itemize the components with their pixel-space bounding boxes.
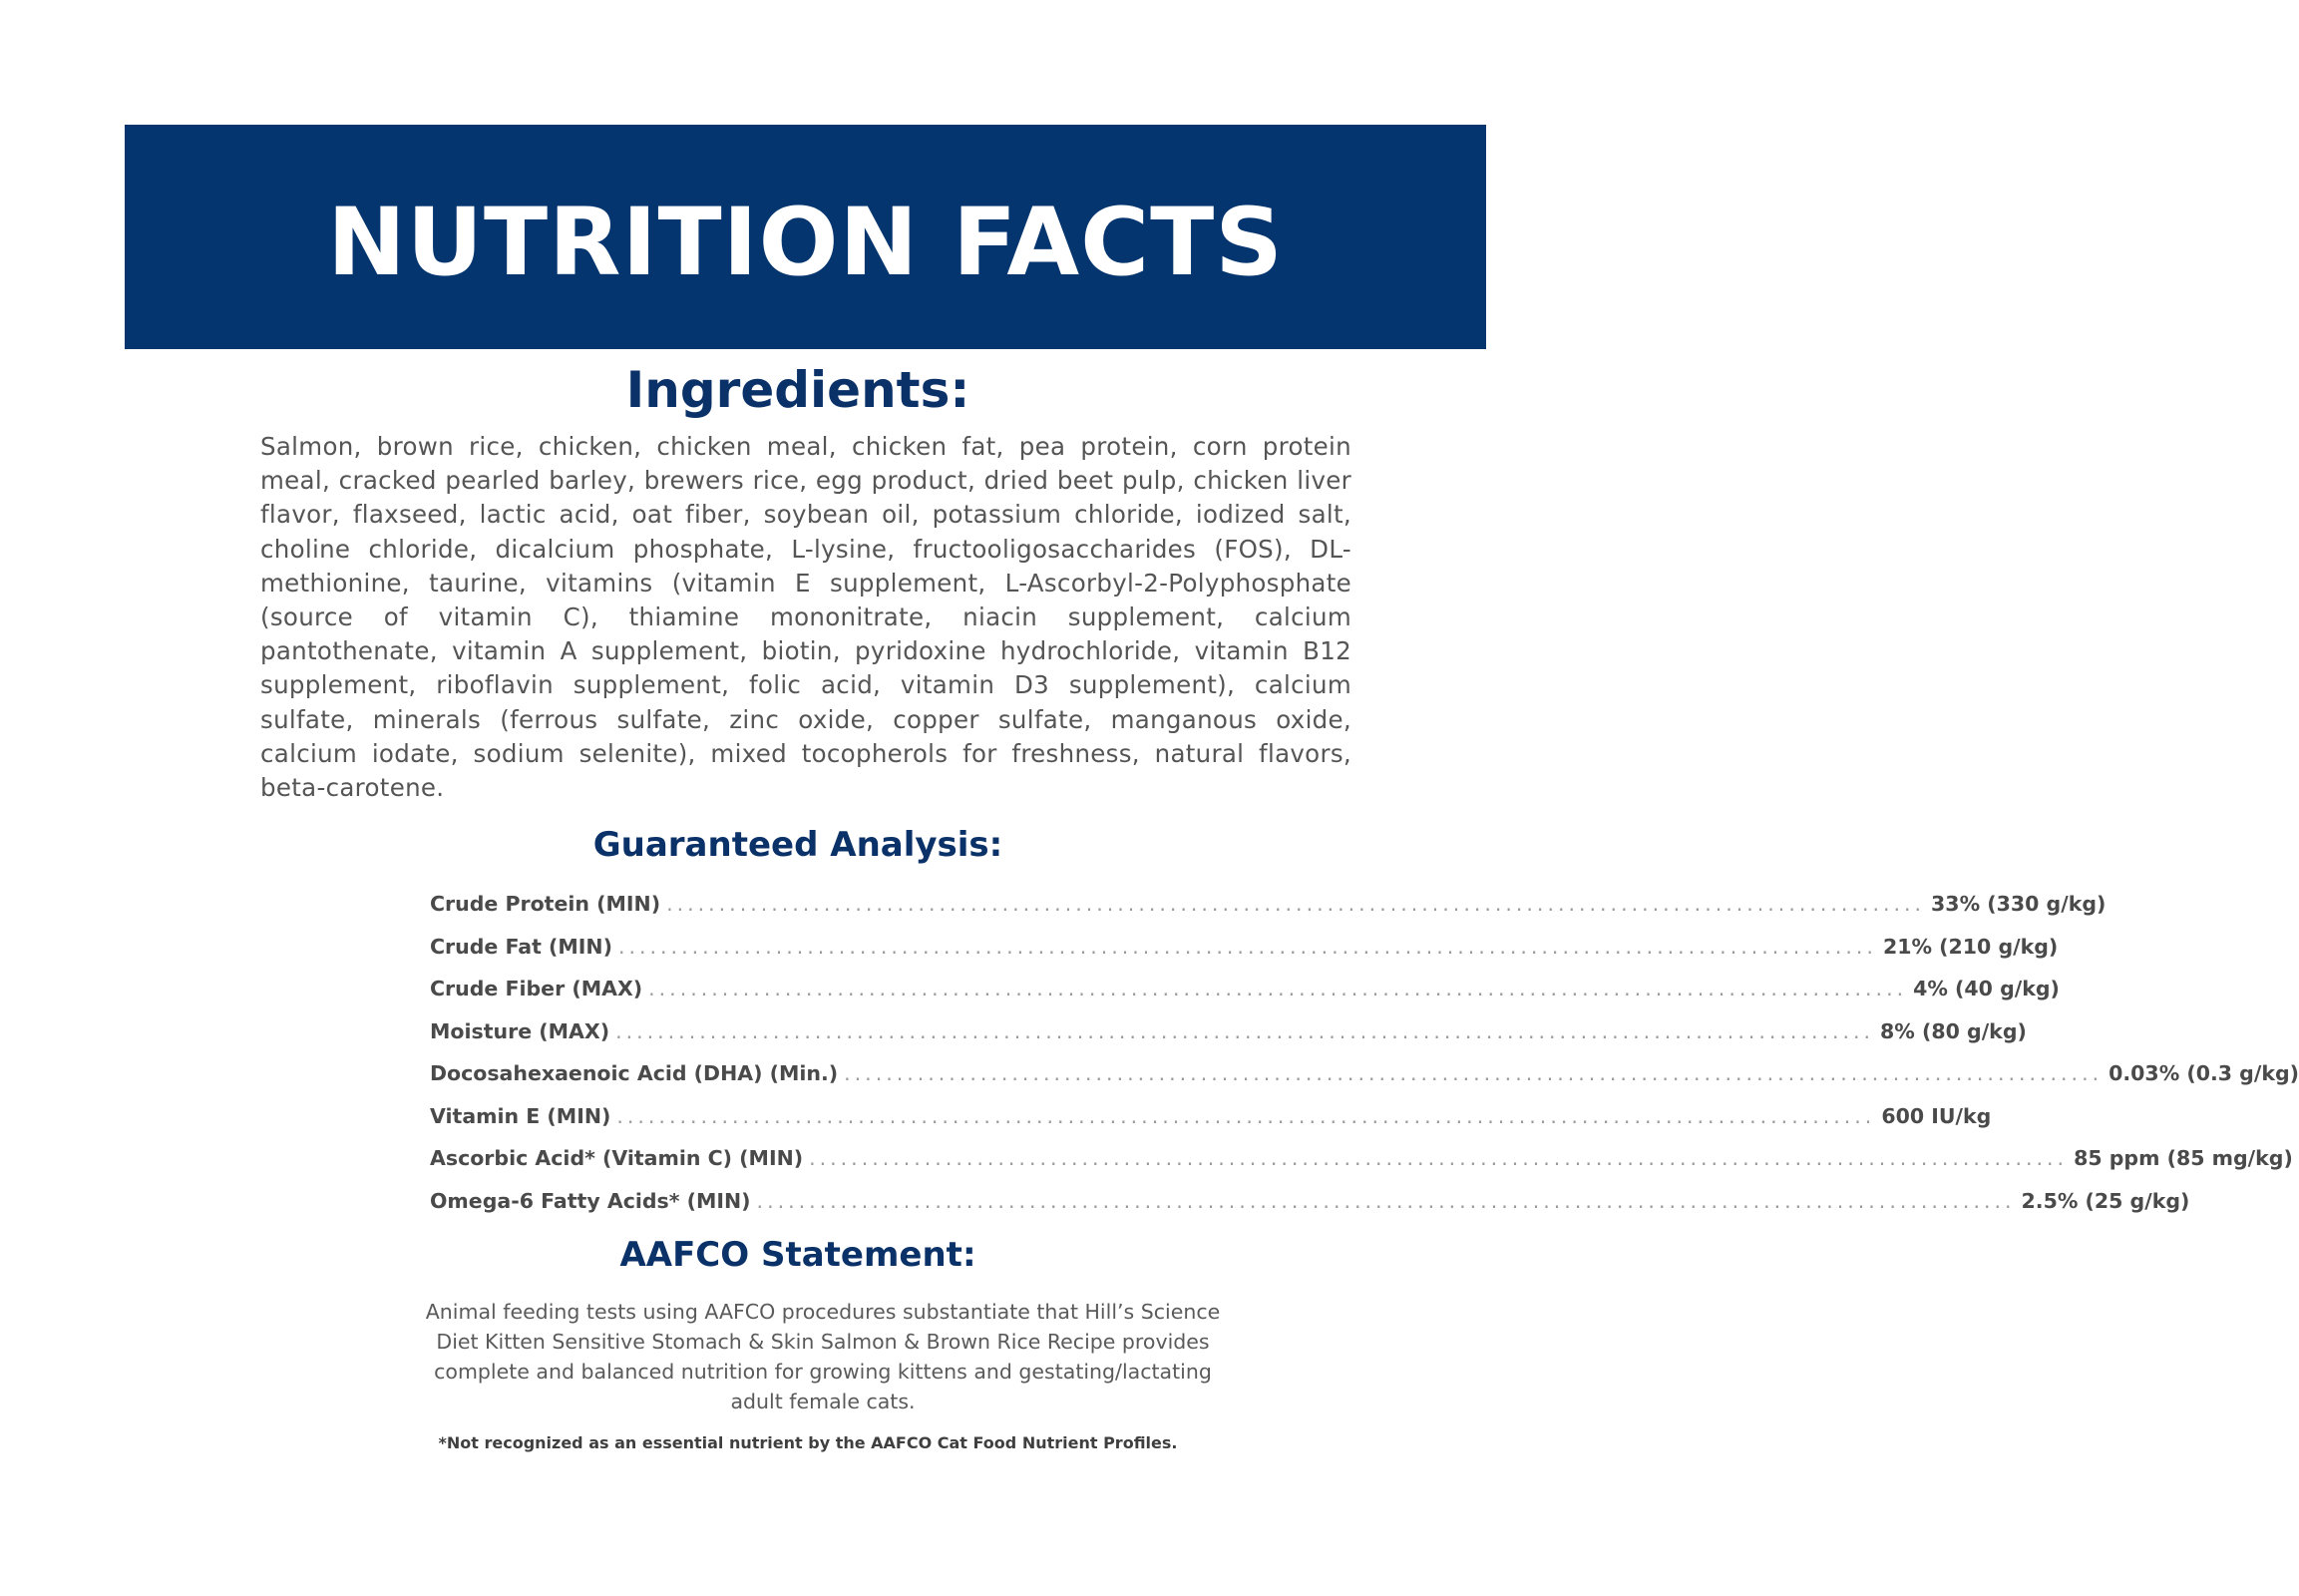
analysis-value: 0.03% (0.3 g/kg) (2108, 1061, 2299, 1085)
analysis-row (430, 1103, 1992, 1147)
leader-dots: ........................................................................................................................ (666, 892, 1926, 916)
analysis-row (430, 892, 2107, 935)
analysis-value: 33% (330 g/kg) (1931, 892, 2107, 916)
analysis-value: 21% (210 g/kg) (1882, 934, 2059, 959)
analysis-label: Ascorbic Acid* (Vitamin C) (MIN) (430, 1146, 804, 1170)
nutrition-facts-banner (125, 125, 1486, 349)
analysis-value: 4% (40 g/kg) (1913, 977, 2060, 1000)
analysis-label: Crude Protein (MIN) (430, 892, 661, 916)
analysis-row (430, 1188, 2190, 1232)
leader-dots: ........................................................................................................................ (615, 1018, 1875, 1043)
leader-dots: ........................................................................................................................ (844, 1061, 2104, 1085)
guaranteed-analysis-heading: Guaranteed Analysis: (592, 825, 1003, 865)
analysis-label: Vitamin E (MIN) (430, 1103, 611, 1128)
analysis-value: 85 ppm (85 mg/kg) (2074, 1146, 2293, 1170)
analysis-value: 8% (80 g/kg) (1880, 1018, 2027, 1043)
leader-dots: ........................................................................................................................ (617, 934, 1877, 959)
analysis-row (430, 1061, 2299, 1104)
analysis-label: Omega-6 Fatty Acids* (MIN) (430, 1188, 751, 1213)
leader-dots: ........................................................................................................................ (616, 1103, 1876, 1128)
leader-dots: ........................................................................................................................ (809, 1146, 2069, 1170)
leader-dots: ........................................................................................................................ (756, 1188, 2016, 1213)
page-title: NUTRITION FACTS (327, 188, 1284, 297)
aafco-heading: AAFCO Statement: (619, 1235, 976, 1275)
analysis-row (430, 977, 2060, 1019)
analysis-row (430, 934, 2059, 978)
guaranteed-analysis-table (430, 892, 2299, 1231)
analysis-row (430, 1018, 2027, 1062)
analysis-value: 600 IU/kg (1881, 1103, 1992, 1128)
analysis-row (430, 1146, 2293, 1189)
footnote: *Not recognized as an essential nutrient by the AAFCO Cat Food Nutrient Profiles. (438, 1433, 1178, 1452)
analysis-label: Crude Fat (MIN) (430, 934, 612, 959)
analysis-label: Moisture (MAX) (430, 1018, 610, 1043)
ingredients-text: Salmon, brown rice, chicken, chicken meal, chicken fat, pea protein, corn protein meal, cracked pearled barley, brewers rice, egg product, dried beet pulp, chicken liver flavor, flaxseed, lactic acid, oat fiber, soybean oil, potassium chloride, iodized salt, choline chloride, dicalcium phosphate, L-lysine, fructooligosaccharides (FOS), DL-methionine, taurine, vitamins (vitamin E supplement, L-Ascorbyl-2-Polyphosphate (source of vitamin C), thiamine mononitrate, niacin supplement, calcium pantothenate, vitamin A supplement, biotin, pyridoxine hydrochloride, vitamin B12 supplement, riboflavin supplement, folic acid, vitamin D3 supplement), calcium sulfate, minerals (ferrous sulfate, zinc oxide, copper sulfate, manganous oxide, calcium iodate, sodium selenite), mixed tocopherols for freshness, natural flavors, beta-carotene. (260, 432, 1351, 803)
ingredients-heading: Ingredients: (625, 361, 970, 419)
analysis-label: Crude Fiber (MAX) (430, 977, 643, 1000)
leader-dots: ........................................................................................................................ (648, 977, 1908, 1000)
aafco-statement-text: Animal feeding tests using AAFCO procedures substantiate that Hill’s Science Diet Kitten Sensitive Stomach & Skin Salmon & Brown Rice Recipe provides complete and balanced nutrition for growing kittens and gestating/lactating adult female cats. (425, 1300, 1221, 1413)
analysis-value: 2.5% (25 g/kg) (2021, 1188, 2190, 1213)
analysis-label: Docosahexaenoic Acid (DHA) (Min.) (430, 1061, 839, 1085)
